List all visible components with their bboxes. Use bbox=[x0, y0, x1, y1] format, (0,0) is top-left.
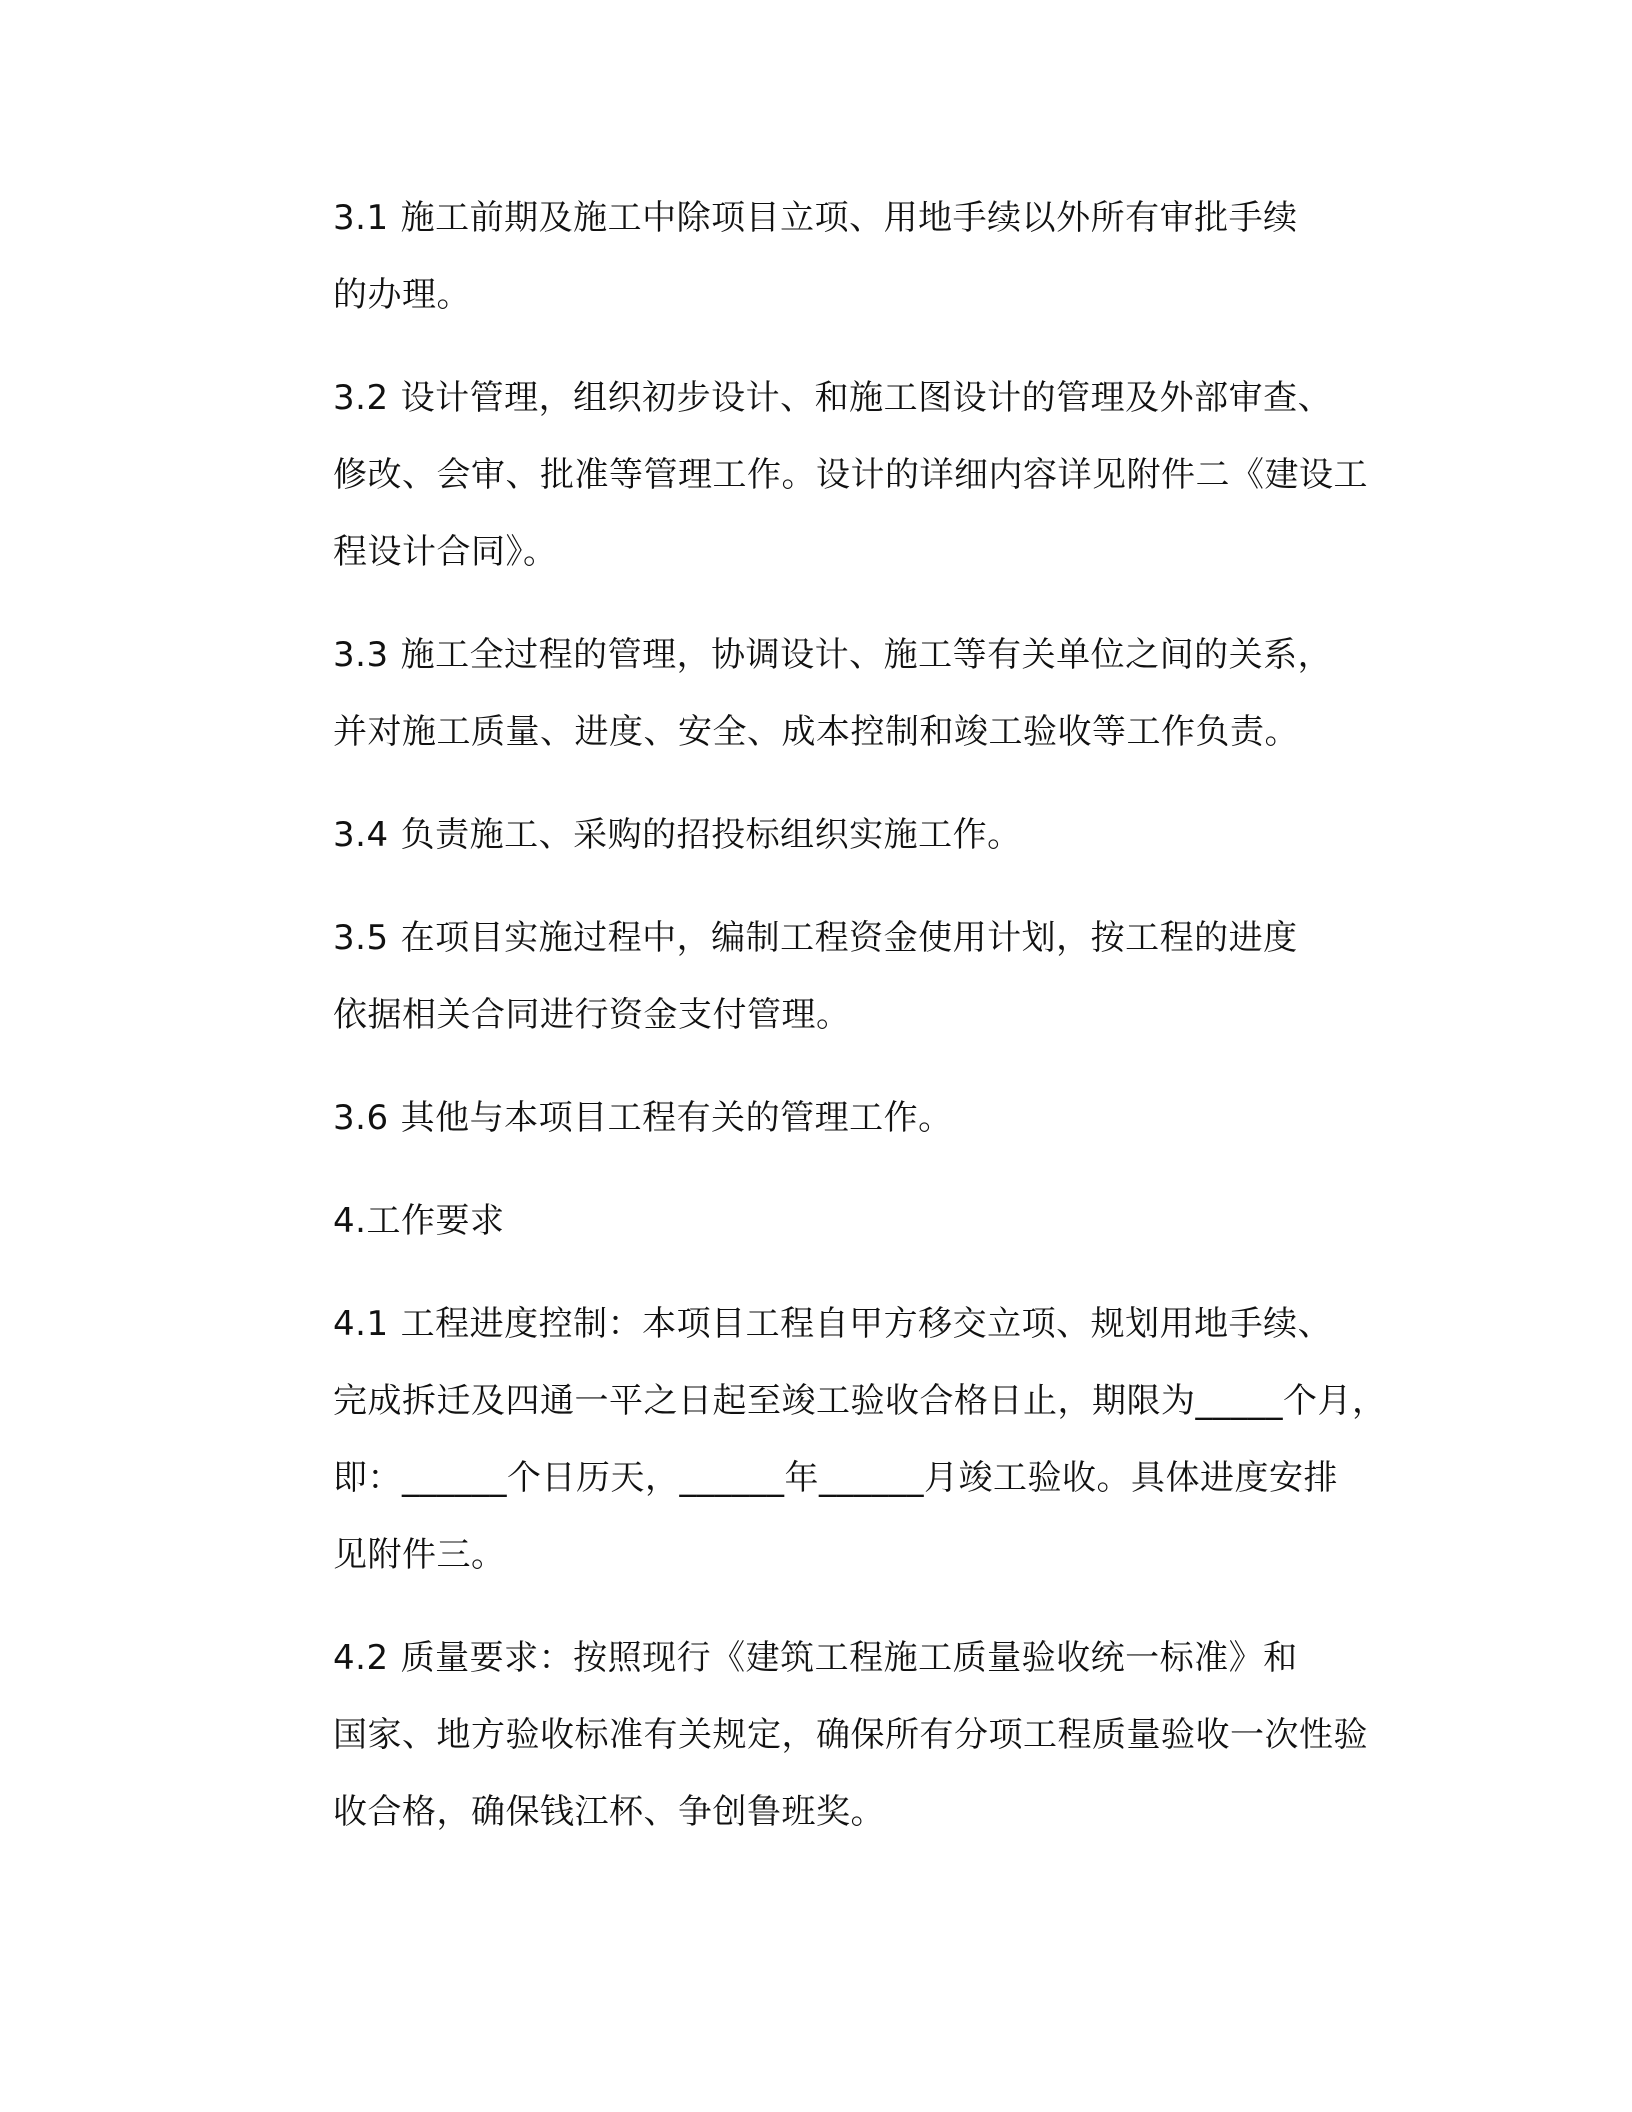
paragraph-line: 的办理。 bbox=[333, 275, 471, 315]
paragraph-line: 国家、地方验收标准有关规定，确保所有分项工程质量验收一次性验 bbox=[333, 1715, 1368, 1755]
paragraph-number: 3.5 bbox=[333, 918, 389, 958]
paragraph-3-6 bbox=[239, 1080, 1409, 1157]
paragraph-line: 修改、会审、批准等管理工作。设计的详细内容详见附件二《建设工 bbox=[333, 455, 1368, 495]
paragraph-line: 工程进度控制：本项目工程自甲方移交立项、规划用地手续、 bbox=[400, 1304, 1333, 1344]
section-heading-4 bbox=[239, 1183, 1409, 1260]
paragraph-number: 3.2 bbox=[333, 378, 389, 418]
paragraph-4-1 bbox=[239, 1286, 1409, 1594]
paragraph-line: 施工前期及施工中除项目立项、用地手续以外所有审批手续 bbox=[400, 198, 1298, 238]
paragraph-3-5 bbox=[239, 900, 1409, 1054]
paragraph-line: 收合格，确保钱江杯、争创鲁班奖。 bbox=[333, 1792, 885, 1832]
paragraph-line: 依据相关合同进行资金支付管理。 bbox=[333, 995, 851, 1035]
paragraph-line: 施工全过程的管理，协调设计、施工等有关单位之间的关系， bbox=[400, 635, 1333, 675]
paragraph-number: 4.1 bbox=[333, 1304, 389, 1344]
paragraph-line: 其他与本项目工程有关的管理工作。 bbox=[400, 1098, 953, 1138]
paragraph-line: 并对施工质量、进度、安全、成本控制和竣工验收等工作负责。 bbox=[333, 712, 1299, 752]
paragraph-3-4 bbox=[239, 797, 1409, 874]
paragraph-3-3 bbox=[239, 617, 1409, 771]
paragraph-number: 3.6 bbox=[333, 1098, 389, 1138]
paragraph-number: 4.2 bbox=[333, 1638, 389, 1678]
document-body bbox=[239, 180, 1409, 1877]
paragraph-3-1 bbox=[239, 180, 1409, 334]
paragraph-3-2 bbox=[239, 360, 1409, 591]
paragraph-line: 见附件三。 bbox=[333, 1535, 506, 1575]
paragraph-line: 在项目实施过程中，编制工程资金使用计划，按工程的进度 bbox=[400, 918, 1298, 958]
paragraph-line: 设计管理，组织初步设计、和施工图设计的管理及外部审查、 bbox=[400, 378, 1333, 418]
paragraph-line: 即：______个日历天，______年______月竣工验收。具体进度安排 bbox=[333, 1458, 1338, 1498]
paragraph-number: 3.3 bbox=[333, 635, 389, 675]
paragraph-4-2 bbox=[239, 1620, 1409, 1851]
section-heading-text: 4.工作要求 bbox=[333, 1201, 505, 1241]
paragraph-line: 负责施工、采购的招投标组织实施工作。 bbox=[400, 815, 1022, 855]
paragraph-line: 程设计合同》。 bbox=[333, 532, 558, 572]
paragraph-line: 质量要求：按照现行《建筑工程施工质量验收统一标准》和 bbox=[400, 1638, 1298, 1678]
paragraph-line: 完成拆迁及四通一平之日起至竣工验收合格日止，期限为_____个月， bbox=[333, 1381, 1387, 1421]
paragraph-number: 3.1 bbox=[333, 198, 389, 238]
paragraph-number: 3.4 bbox=[333, 815, 389, 855]
